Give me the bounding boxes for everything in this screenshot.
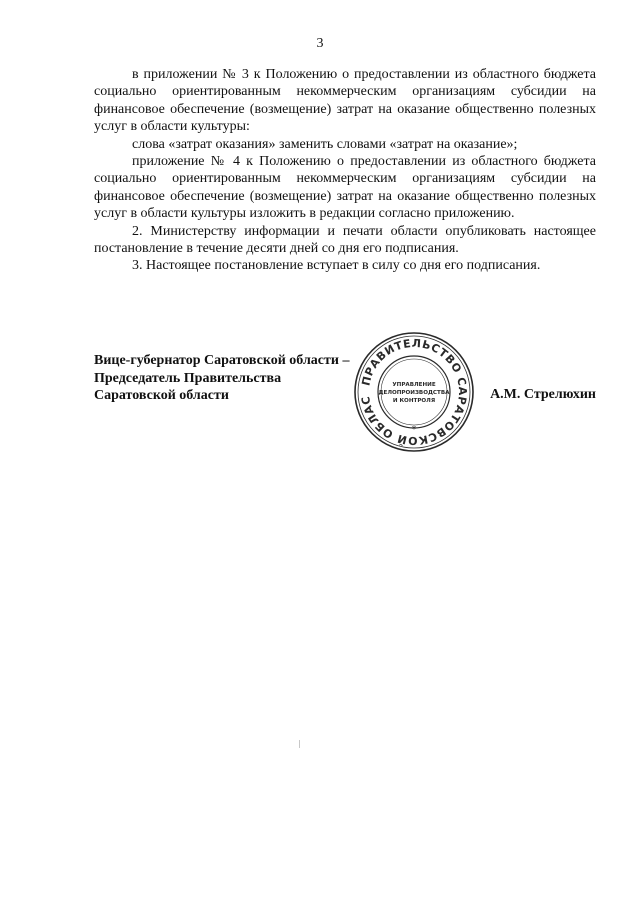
paragraph-appendix-3: в приложении № 3 к Положению о предоставлении из областного бюджета социально ориентированным некоммерческим организациям субсидии на финансовое обеспечение (возмещение) затрат на оказание общественно полезных услуг в области культуры: [94, 67, 596, 135]
paragraph-word-replacement: слова «затрат оказания» заменить словами «затрат на оказание»; [132, 136, 518, 152]
seal-center-line: УПРАВЛЕНИЕ [392, 382, 436, 388]
scan-speck [299, 740, 300, 748]
signatory-name: А.М. Стрелюхин [490, 387, 596, 402]
seal-center-line: ДЕЛОПРОИЗВОДСТВА [378, 390, 450, 396]
seal-star-icon: * [411, 425, 417, 435]
paragraph-entry-into-force: 3. Настоящее постановление вступает в силу со дня его подписания. [132, 258, 541, 274]
document-body [94, 66, 596, 275]
paragraph-publication: 2. Министерству информации и печати области опубликовать настоящее постановление в течение десяти дней со дня его подписания. [94, 223, 596, 257]
signatory-title-line: Саратовской области [94, 388, 229, 404]
signature-block [94, 352, 594, 472]
seal-ring-text: ПРАВИТЕЛЬСТВО САРАТОВСКОЙ ОБЛАС [359, 336, 470, 448]
paragraph-appendix-4: приложение № 4 к Положению о предоставлении из областного бюджета социально ориентированным некоммерческим организациям субсидии на финансовое обеспечение (возмещение) затрат на оказание общественно полезных услуг в области культуры изложить в редакции согласно приложению. [94, 154, 596, 222]
seal-graphic [352, 330, 476, 454]
signatory-title [94, 352, 349, 405]
page-number: 3 [316, 36, 324, 51]
official-seal [352, 330, 476, 454]
seal-center-line: И КОНТРОЛЯ [392, 398, 436, 404]
signatory-title-line: Председатель Правительства [94, 370, 282, 386]
signatory-title-line: Вице-губернатор Саратовской области – [94, 353, 350, 368]
